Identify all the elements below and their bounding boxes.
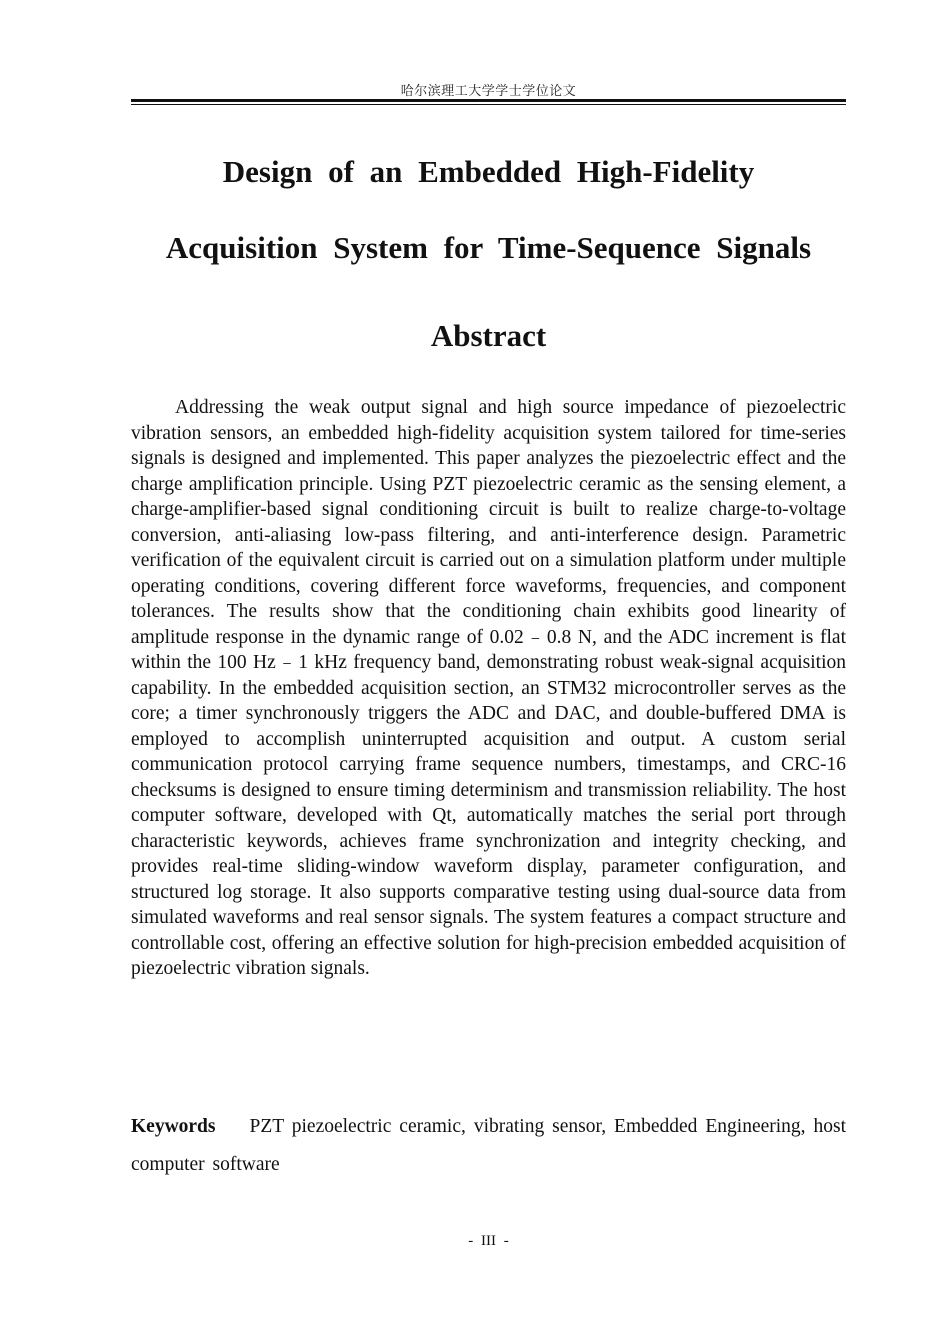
running-header: 哈尔滨理工大学学士学位论文 [400, 84, 577, 99]
paper-title-line-2: Acquisition System for Time-Sequence Signals [165, 230, 812, 265]
keywords-text: PZT piezoelectric ceramic, vibrating sensor, Embedded Engineering, host computer software [131, 1116, 846, 1175]
header-rule-thick [131, 99, 846, 102]
header-rule-thin [131, 104, 846, 105]
paper-title-line-1: Design of an Embedded High-Fidelity [222, 154, 755, 189]
keywords-label: Keywords [131, 1116, 216, 1137]
keywords-line [131, 1108, 846, 1184]
abstract-body: Addressing the weak output signal and high source impedance of piezoelectric vibration sensors, an embedded high-fidelity acquisition system tailored for time-series signals is designed and implemented. This paper analyzes the piezoelectric effect and the charge amplification principle. Using PZT piezoelectric ceramic as the sensing element, a charge-amplifier-based signal conditioning circuit is built to realize charge-to-voltage conversion, anti-aliasing low-pass filtering, and anti-interference design. Parametric verification of the equivalent circuit is carried out on a simulation platform under multiple operating conditions, covering different force waveforms, frequencies, and component tolerances. The results show that the conditioning chain exhibits good linearity of amplitude response in the dynamic range of 0.02﹣0.8 N, and the ADC increment is flat within the 100 Hz﹣1 kHz frequency band, demonstrating robust weak-signal acquisition capability. In the embedded acquisition section, an STM32 microcontroller serves as the core; a timer synchronously triggers the ADC and DAC, and double-buffered DMA is employed to accomplish uninterrupted acquisition and output. A custom serial communication protocol carrying frame sequence numbers, timestamps, and CRC-16 checksums is designed to ensure timing determinism and transmission reliability. The host computer software, developed with Qt, automatically matches the serial port through characteristic keywords, achieves frame synchronization and integrity checking, and provides real-time sliding-window waveform display, parameter configuration, and structured log storage. It also supports comparative testing using dual-source data from simulated waveforms and real sensor signals. The system features a compact structure and controllable cost, offering an effective solution for high-precision embedded acquisition of piezoelectric vibration signals. [131, 397, 846, 979]
page-number: - III - [468, 1233, 509, 1249]
abstract-heading: Abstract [430, 318, 547, 353]
